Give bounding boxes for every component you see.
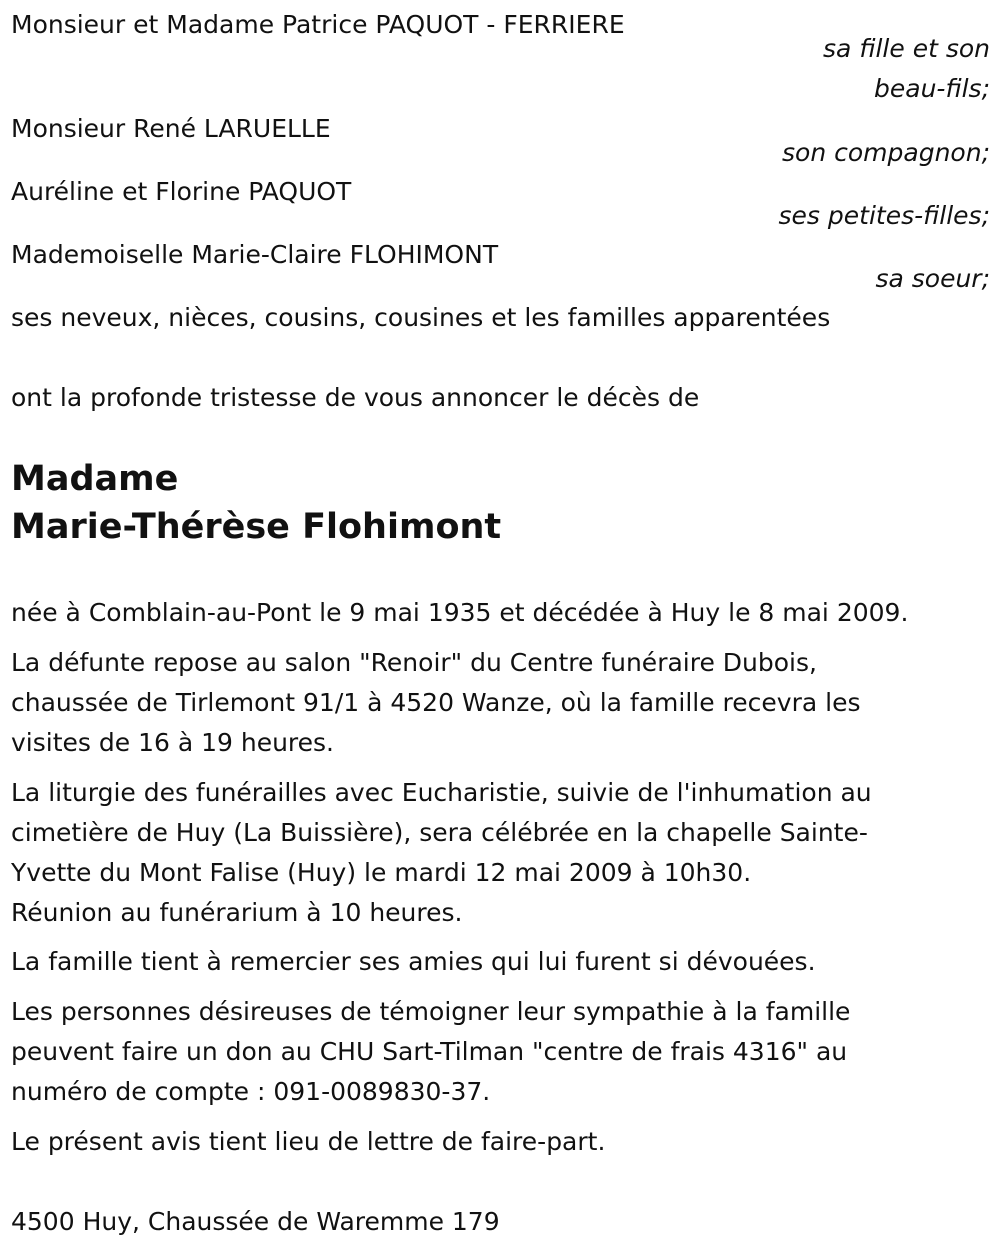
paragraph-line: La liturgie des funérailles avec Eucharistie, suivie de l'inhumation au <box>11 778 872 807</box>
paragraph-donation <box>11 992 991 1112</box>
paragraph-line: La défunte repose au salon "Renoir" du Centre funéraire Dubois, <box>11 648 817 677</box>
family-relation-3: ses petites-filles; <box>778 201 990 230</box>
paragraph-notice <box>11 1122 991 1162</box>
paragraph-line: née à Comblain-au-Pont le 9 mai 1935 et décédée à Huy le 8 mai 2009. <box>11 598 909 627</box>
paragraph-line: numéro de compte : 091-0089830-37. <box>11 1077 491 1106</box>
paragraph-line: Yvette du Mont Falise (Huy) le mardi 12 mai 2009 à 10h30. <box>11 858 752 887</box>
deceased-title: Madame <box>11 459 179 499</box>
address-line: 4500 Huy, Chaussée de Waremme 179 <box>11 1207 500 1236</box>
paragraph-line: visites de 16 à 19 heures. <box>11 728 334 757</box>
paragraph-funeral <box>11 773 991 933</box>
family-name-1: Monsieur et Madame Patrice PAQUOT - FERRIERE <box>11 10 625 39</box>
family-name-2: Monsieur René LARUELLE <box>11 114 331 143</box>
family-relation-4: sa soeur; <box>875 264 990 293</box>
paragraph-line: Réunion au funérarium à 10 heures. <box>11 898 463 927</box>
paragraph-line: cimetière de Huy (La Buissière), sera célébrée en la chapelle Sainte- <box>11 818 868 847</box>
family-relation-2: son compagnon; <box>782 138 990 167</box>
announcement-line: ont la profonde tristesse de vous annoncer le décès de <box>11 383 700 412</box>
paragraph-thanks <box>11 942 991 982</box>
paragraph-visitation <box>11 643 991 763</box>
family-name-3: Auréline et Florine PAQUOT <box>11 177 352 206</box>
paragraph-line: Les personnes désireuses de témoigner leur sympathie à la famille <box>11 997 851 1026</box>
paragraph-birth-death <box>11 593 991 633</box>
paragraph-line: La famille tient à remercier ses amies qui lui furent si dévouées. <box>11 947 816 976</box>
relatives-line: ses neveux, nièces, cousins, cousines et les familles apparentées <box>11 303 831 332</box>
family-name-4: Mademoiselle Marie-Claire FLOHIMONT <box>11 240 499 269</box>
family-relation-1b: beau-fils; <box>874 74 990 103</box>
paragraph-line: Le présent avis tient lieu de lettre de faire-part. <box>11 1127 606 1156</box>
paragraph-line: peuvent faire un don au CHU Sart-Tilman "centre de frais 4316" au <box>11 1037 848 1066</box>
deceased-name: Marie-Thérèse Flohimont <box>11 507 502 547</box>
family-relation-1a: sa fille et son <box>823 34 990 63</box>
paragraph-line: chaussée de Tirlemont 91/1 à 4520 Wanze, où la famille recevra les <box>11 688 861 717</box>
